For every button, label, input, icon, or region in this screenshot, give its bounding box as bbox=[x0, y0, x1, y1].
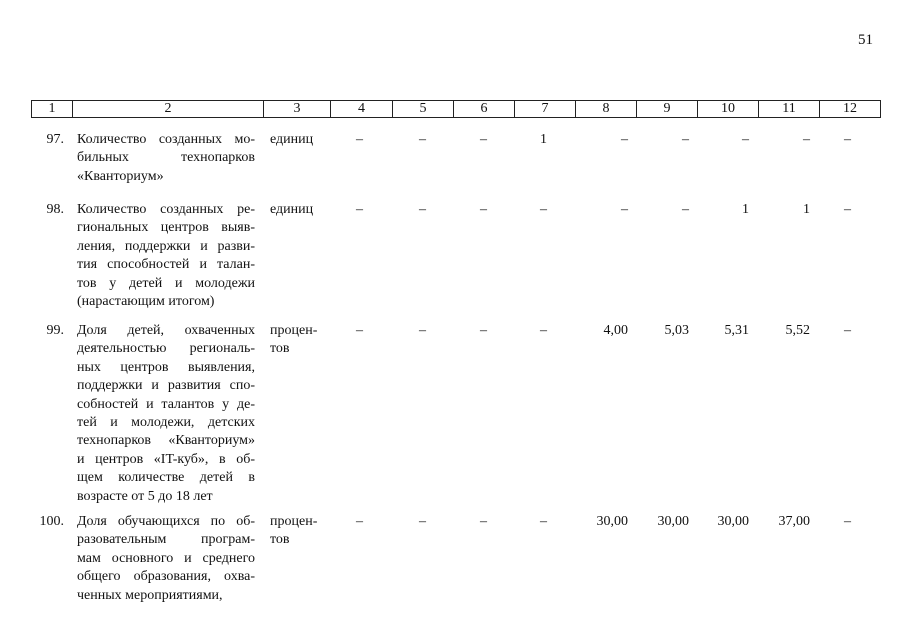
description-line: (нарастающим итогом) bbox=[77, 294, 215, 310]
value-cell: – bbox=[356, 514, 363, 529]
description-line: гиональных центров выяв- bbox=[77, 220, 255, 236]
value-cell: – bbox=[480, 323, 487, 338]
column-header: 7 bbox=[515, 101, 576, 118]
description-line: Доля обучающихся по об- bbox=[77, 514, 255, 529]
row-number: 99. bbox=[46, 323, 64, 338]
description-line: технопарков «Кванториум» bbox=[77, 433, 255, 449]
page-number: 51 bbox=[858, 32, 873, 48]
column-header: 2 bbox=[73, 101, 264, 118]
description-line: собностей и талантов у де- bbox=[77, 396, 255, 412]
value-cell: – bbox=[480, 514, 487, 529]
value-cell: – bbox=[682, 202, 689, 217]
column-header: 4 bbox=[331, 101, 393, 118]
row-number: 98. bbox=[46, 202, 64, 217]
table-header bbox=[31, 100, 881, 118]
value-cell: – bbox=[356, 132, 363, 147]
description-line: «Кванториум» bbox=[77, 168, 164, 184]
value-cell: – bbox=[356, 323, 363, 338]
value-cell: 37,00 bbox=[778, 514, 810, 529]
value-cell: – bbox=[419, 323, 426, 338]
description-line: тей и молодежи, детских bbox=[77, 415, 255, 431]
description-line: поддержки и развития спо- bbox=[77, 378, 255, 394]
description-line: тов у детей и молодежи bbox=[77, 275, 255, 291]
value-cell: 5,03 bbox=[664, 323, 689, 338]
value-cell: 1 bbox=[540, 132, 547, 147]
value-cell: 1 bbox=[742, 202, 749, 217]
value-cell: – bbox=[540, 323, 547, 338]
description-line: ных центров выявления, bbox=[77, 359, 255, 375]
value-cell: – bbox=[844, 323, 851, 338]
description-line: Количество созданных мо- bbox=[77, 132, 255, 147]
description-line: Доля детей, охваченных bbox=[77, 323, 255, 338]
column-header: 11 bbox=[759, 101, 820, 118]
row-number: 97. bbox=[46, 132, 64, 147]
value-cell: – bbox=[844, 132, 851, 147]
description-line: мам основного и среднего bbox=[77, 550, 255, 566]
value-cell: – bbox=[356, 202, 363, 217]
indicator-description bbox=[77, 513, 255, 605]
column-header: 12 bbox=[820, 101, 881, 118]
value-cell: – bbox=[540, 514, 547, 529]
column-header: 1 bbox=[32, 101, 73, 118]
unit-line: тов bbox=[270, 341, 290, 357]
value-cell: – bbox=[621, 132, 628, 147]
description-line: возрасте от 5 до 18 лет bbox=[77, 488, 213, 504]
value-cell: 5,52 bbox=[785, 323, 810, 338]
value-cell: 1 bbox=[803, 202, 810, 217]
column-header: 9 bbox=[637, 101, 698, 118]
value-cell: – bbox=[419, 132, 426, 147]
value-cell: – bbox=[480, 132, 487, 147]
value-cell: – bbox=[742, 132, 749, 147]
value-cell: – bbox=[419, 514, 426, 529]
value-cell: – bbox=[803, 132, 810, 147]
description-line: Количество созданных ре- bbox=[77, 202, 255, 217]
value-cell: – bbox=[419, 202, 426, 217]
description-line: ления, поддержки и разви- bbox=[77, 238, 255, 254]
description-line: щем количестве детей в bbox=[77, 470, 255, 486]
unit-line: процен- bbox=[270, 514, 318, 529]
description-line: деятельностью региональ- bbox=[77, 341, 255, 357]
unit-line: тов bbox=[270, 532, 290, 548]
unit-line: процен- bbox=[270, 323, 318, 338]
value-cell: – bbox=[682, 132, 689, 147]
indicator-description bbox=[77, 322, 255, 506]
value-cell: – bbox=[621, 202, 628, 217]
value-cell: 30,00 bbox=[717, 514, 749, 529]
value-cell: – bbox=[844, 514, 851, 529]
description-line: и центров «IT-куб», в об- bbox=[77, 451, 255, 467]
indicator-description bbox=[77, 131, 255, 186]
value-cell: 30,00 bbox=[596, 514, 628, 529]
value-cell: – bbox=[540, 202, 547, 217]
row-number: 100. bbox=[39, 514, 64, 529]
unit-line: единиц bbox=[270, 132, 314, 147]
indicator-description bbox=[77, 201, 255, 311]
column-header: 5 bbox=[393, 101, 454, 118]
column-header: 8 bbox=[576, 101, 637, 118]
value-cell: 30,00 bbox=[657, 514, 689, 529]
value-cell: – bbox=[844, 202, 851, 217]
column-header: 10 bbox=[698, 101, 759, 118]
description-line: бильных технопарков bbox=[77, 150, 255, 166]
value-cell: – bbox=[480, 202, 487, 217]
unit-line: единиц bbox=[270, 202, 314, 217]
column-header: 6 bbox=[454, 101, 515, 118]
description-line: ченных мероприятиями, bbox=[77, 587, 223, 603]
description-line: общего образования, охва- bbox=[77, 569, 255, 585]
column-header: 3 bbox=[264, 101, 331, 118]
description-line: тия способностей и талан- bbox=[77, 257, 255, 273]
value-cell: 5,31 bbox=[724, 323, 749, 338]
description-line: разовательным програм- bbox=[77, 532, 255, 548]
value-cell: 4,00 bbox=[603, 323, 628, 338]
